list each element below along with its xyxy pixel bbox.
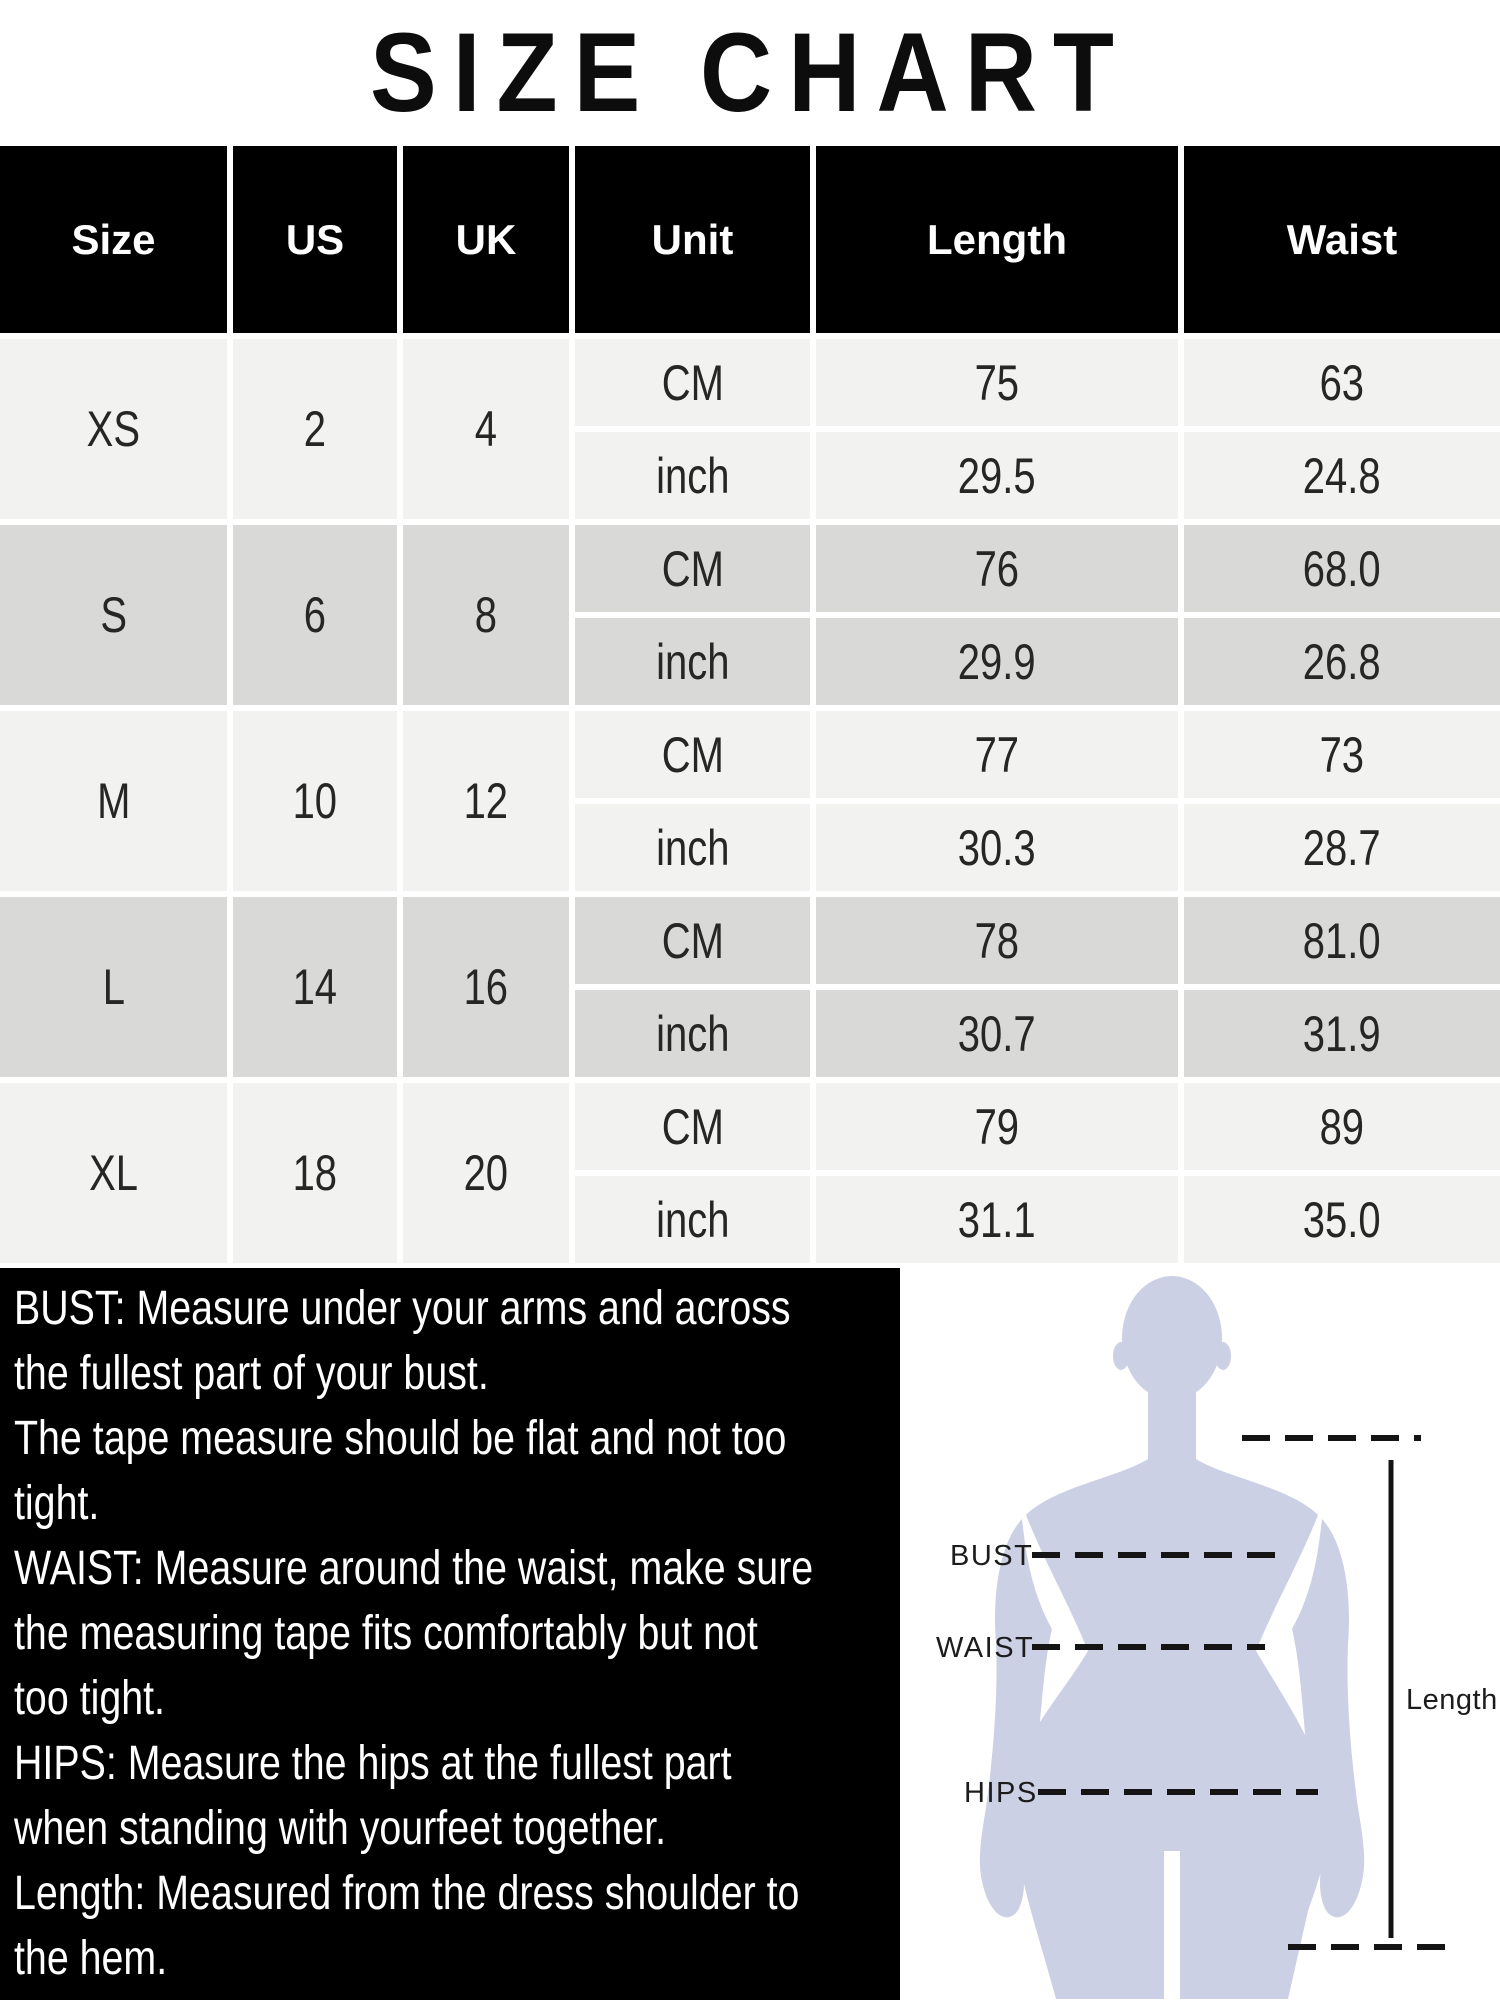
unit-cell <box>575 990 810 1077</box>
note-line: the hem. <box>14 1932 168 1985</box>
unit-cell <box>575 1176 810 1263</box>
length-cm: 78 <box>974 912 1020 969</box>
waist-value-cell <box>1184 525 1500 612</box>
column-header-size: Size <box>0 146 227 333</box>
length-label: Length <box>1406 1684 1498 1716</box>
us-value: 10 <box>292 773 338 829</box>
note-line: the measuring tape fits comfortably but not <box>14 1607 758 1660</box>
size-table <box>0 146 1500 1263</box>
uk-cell <box>403 897 569 1077</box>
measurement-notes <box>0 1268 900 2000</box>
us-cell <box>233 1083 397 1263</box>
unit-cm-label: CM <box>661 726 724 783</box>
uk-cell <box>403 339 569 519</box>
waist-cm: 89 <box>1319 1098 1365 1155</box>
unit-inch-label: inch <box>655 819 730 876</box>
waist-inch: 28.7 <box>1303 819 1381 876</box>
note-line: HIPS: Measure the hips at the fullest part <box>14 1737 732 1790</box>
unit-cm-label: CM <box>661 354 724 411</box>
waist-value-cell <box>1184 804 1500 891</box>
waist-value-cell <box>1184 432 1500 519</box>
uk-cell <box>403 1083 569 1263</box>
note-line: when standing with yourfeet together. <box>14 1802 667 1855</box>
unit-inch-label: inch <box>655 633 730 690</box>
column-header-us: US <box>233 146 397 333</box>
length-value-cell <box>816 432 1178 519</box>
title-bar <box>0 0 1500 146</box>
unit-inch-label: inch <box>655 1005 730 1062</box>
waist-label: WAIST <box>936 1632 1035 1664</box>
size-value: XL <box>89 1145 138 1201</box>
length-inch: 29.9 <box>958 633 1036 690</box>
page-title: SIZE CHART <box>370 9 1130 136</box>
unit-cm-label: CM <box>661 1098 724 1155</box>
size-cell <box>0 897 227 1077</box>
length-cm: 75 <box>974 354 1020 411</box>
length-value-cell <box>816 711 1178 798</box>
unit-inch-label: inch <box>655 447 730 504</box>
length-inch: 31.1 <box>958 1191 1036 1248</box>
us-cell <box>233 897 397 1077</box>
size-cell <box>0 711 227 891</box>
us-value: 18 <box>292 1145 338 1201</box>
length-cm: 77 <box>974 726 1020 783</box>
note-line: BUST: Measure under your arms and across <box>14 1282 791 1335</box>
note-line: Length: Measured from the dress shoulder to <box>14 1867 800 1920</box>
unit-cell <box>575 897 810 984</box>
unit-cm-label: CM <box>661 912 724 969</box>
unit-cell <box>575 1083 810 1170</box>
length-value-cell <box>816 1176 1178 1263</box>
uk-cell <box>403 525 569 705</box>
unit-cell <box>575 804 810 891</box>
waist-value-cell <box>1184 339 1500 426</box>
waist-value-cell <box>1184 897 1500 984</box>
bust-label: BUST <box>950 1540 1034 1572</box>
size-value: S <box>100 587 127 643</box>
hips-label: HIPS <box>964 1777 1038 1809</box>
uk-value: 4 <box>474 401 498 457</box>
size-value: XS <box>86 401 141 457</box>
uk-value: 20 <box>463 1145 509 1201</box>
length-inch: 30.7 <box>958 1005 1036 1062</box>
note-line: The tape measure should be flat and not too <box>14 1412 787 1465</box>
measurement-figure <box>900 1268 1500 2000</box>
length-value-cell <box>816 1083 1178 1170</box>
waist-value-cell <box>1184 1176 1500 1263</box>
length-value-cell <box>816 804 1178 891</box>
note-line: tight. <box>14 1477 100 1530</box>
us-value: 6 <box>303 587 327 643</box>
waist-inch: 35.0 <box>1303 1191 1381 1248</box>
unit-cell <box>575 618 810 705</box>
unit-inch-label: inch <box>655 1191 730 1248</box>
size-cell <box>0 339 227 519</box>
us-cell <box>233 711 397 891</box>
note-line: the fullest part of your bust. <box>14 1347 489 1400</box>
length-value-cell <box>816 897 1178 984</box>
us-cell <box>233 525 397 705</box>
figure-diagram <box>900 1268 1500 2000</box>
length-inch: 30.3 <box>958 819 1036 876</box>
unit-cm-label: CM <box>661 540 724 597</box>
ear-shape <box>1215 1342 1231 1370</box>
unit-cell <box>575 339 810 426</box>
us-value: 14 <box>292 959 338 1015</box>
waist-inch: 31.9 <box>1303 1005 1381 1062</box>
unit-cell <box>575 432 810 519</box>
ear-shape <box>1113 1342 1129 1370</box>
waist-value-cell <box>1184 618 1500 705</box>
size-value: M <box>96 773 131 829</box>
waist-value-cell <box>1184 1083 1500 1170</box>
size-value: L <box>102 959 125 1015</box>
unit-cell <box>575 525 810 612</box>
note-line: WAIST: Measure around the waist, make sure <box>14 1542 814 1595</box>
torso-legs-shape <box>1015 1373 1330 1999</box>
length-inch: 29.5 <box>958 447 1036 504</box>
uk-value: 8 <box>474 587 498 643</box>
bottom-section <box>0 1268 1500 2000</box>
length-value-cell <box>816 339 1178 426</box>
note-line: too tight. <box>14 1672 165 1725</box>
size-cell <box>0 525 227 705</box>
column-header-waist: Waist <box>1184 146 1500 333</box>
waist-cm: 63 <box>1319 354 1365 411</box>
column-header-unit: Unit <box>575 146 810 333</box>
length-value-cell <box>816 618 1178 705</box>
column-header-length: Length <box>816 146 1178 333</box>
uk-cell <box>403 711 569 891</box>
unit-cell <box>575 711 810 798</box>
waist-inch: 24.8 <box>1303 447 1381 504</box>
length-cm: 79 <box>974 1098 1020 1155</box>
waist-cm: 81.0 <box>1303 912 1381 969</box>
waist-value-cell <box>1184 990 1500 1077</box>
waist-cm: 68.0 <box>1303 540 1381 597</box>
length-value-cell <box>816 525 1178 612</box>
column-header-uk: UK <box>403 146 569 333</box>
size-cell <box>0 1083 227 1263</box>
us-value: 2 <box>303 401 327 457</box>
uk-value: 12 <box>463 773 509 829</box>
waist-inch: 26.8 <box>1303 633 1381 690</box>
body-silhouette <box>980 1276 1364 1999</box>
us-cell <box>233 339 397 519</box>
length-value-cell <box>816 990 1178 1077</box>
waist-value-cell <box>1184 711 1500 798</box>
waist-cm: 73 <box>1319 726 1365 783</box>
uk-value: 16 <box>463 959 509 1015</box>
length-cm: 76 <box>974 540 1020 597</box>
